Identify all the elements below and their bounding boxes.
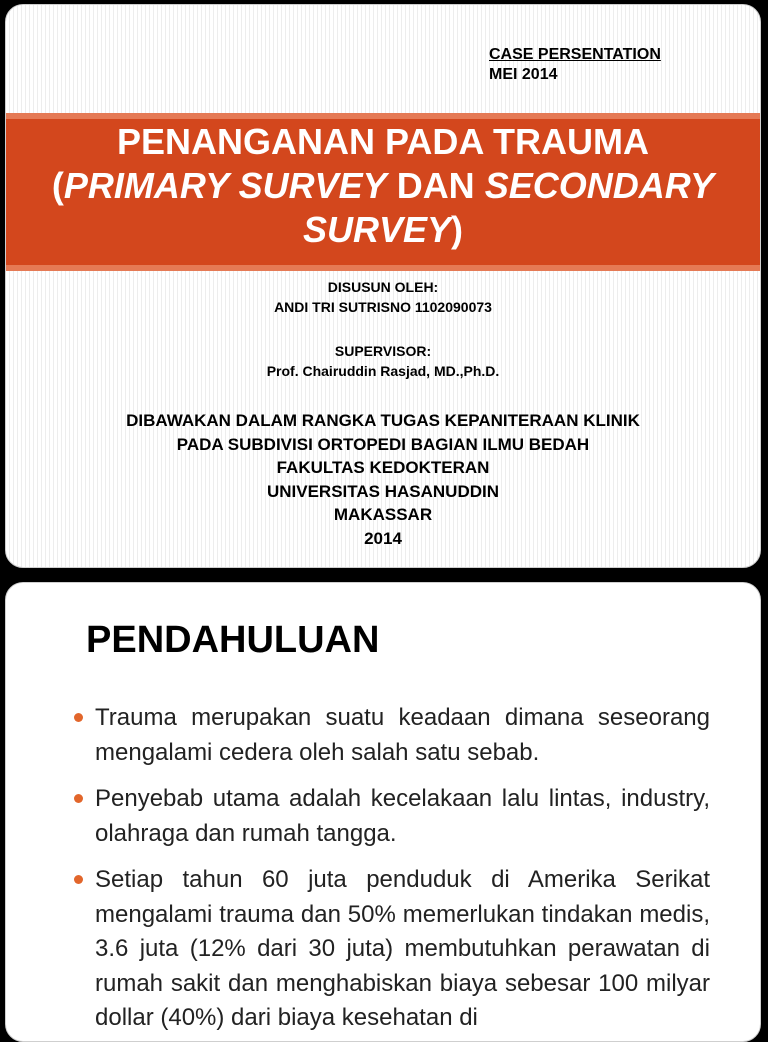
author-block: [6, 277, 760, 381]
affiliation-line: 2014: [364, 528, 402, 548]
section-title: PENDAHULUAN: [86, 619, 380, 661]
bullet-dot-icon: [74, 713, 83, 722]
affiliation-block: [6, 409, 760, 550]
list-item: [74, 863, 710, 1036]
title-slide: [5, 4, 761, 568]
presentation-date: MEI 2014: [489, 66, 558, 83]
supervisor-name: Prof. Chairuddin Rasjad, MD.,Ph.D.: [266, 363, 500, 379]
affiliation-line: MAKASSAR: [333, 505, 433, 524]
title-survey: SURVEY: [302, 209, 452, 250]
title-band: [6, 119, 760, 265]
case-presentation-label: [489, 45, 661, 85]
affiliation-line: UNIVERSITAS HASANUDDIN: [266, 481, 500, 501]
bullet-dot-icon: [74, 794, 83, 803]
affiliation-line: DIBAWAKAN DALAM RANGKA TUGAS KEPANITERAAN KLINIK: [126, 411, 640, 430]
slide-title: [6, 119, 760, 252]
title-secondary: SECONDARY: [484, 165, 715, 206]
list-item: [74, 701, 710, 770]
case-presentation-heading: CASE PERSENTATION: [489, 46, 661, 63]
spacer: [6, 317, 760, 341]
bullet-list: [74, 701, 710, 1042]
content-slide: [5, 582, 761, 1042]
affiliation-line: PADA SUBDIVISI ORTOPEDI BAGIAN ILMU BEDAH: [176, 434, 590, 454]
author-name: ANDI TRI SUTRISNO 1102090073: [274, 299, 492, 315]
title-line-2: [6, 164, 760, 208]
affiliation-line: FAKULTAS KEDOKTERAN: [276, 458, 490, 477]
bullet-dot-icon: [74, 875, 83, 884]
bullet-text: Penyebab utama adalah kecelakaan lalu lintas, industry, olahraga dan rumah tangga.: [95, 785, 710, 847]
title-primary-survey: PRIMARY SURVEY: [63, 165, 387, 206]
bullet-text: Trauma merupakan suatu keadaan dimana seseorang mengalami cedera oleh salah satu sebab.: [95, 704, 710, 766]
supervisor-label: SUPERVISOR:: [334, 343, 432, 359]
prepared-by-label: DISUSUN OLEH:: [327, 279, 439, 295]
list-item: [74, 782, 710, 851]
title-line-1: PENANGANAN PADA TRAUMA: [117, 121, 649, 162]
title-line-3: [6, 208, 760, 252]
title-close-paren: ): [451, 209, 464, 250]
title-dan: DAN: [386, 165, 485, 206]
bullet-text: Setiap tahun 60 juta penduduk di Amerika Serikat mengalami trauma dan 50% memerlukan tindakan medis, 3.6 juta (12% dari 30 juta) membutuhkan perawatan di rumah sakit dan menghabiskan biaya sebesar 100 milyar dollar (40%) dari biaya kesehatan di: [95, 866, 710, 1031]
title-open-paren: (: [51, 165, 64, 206]
